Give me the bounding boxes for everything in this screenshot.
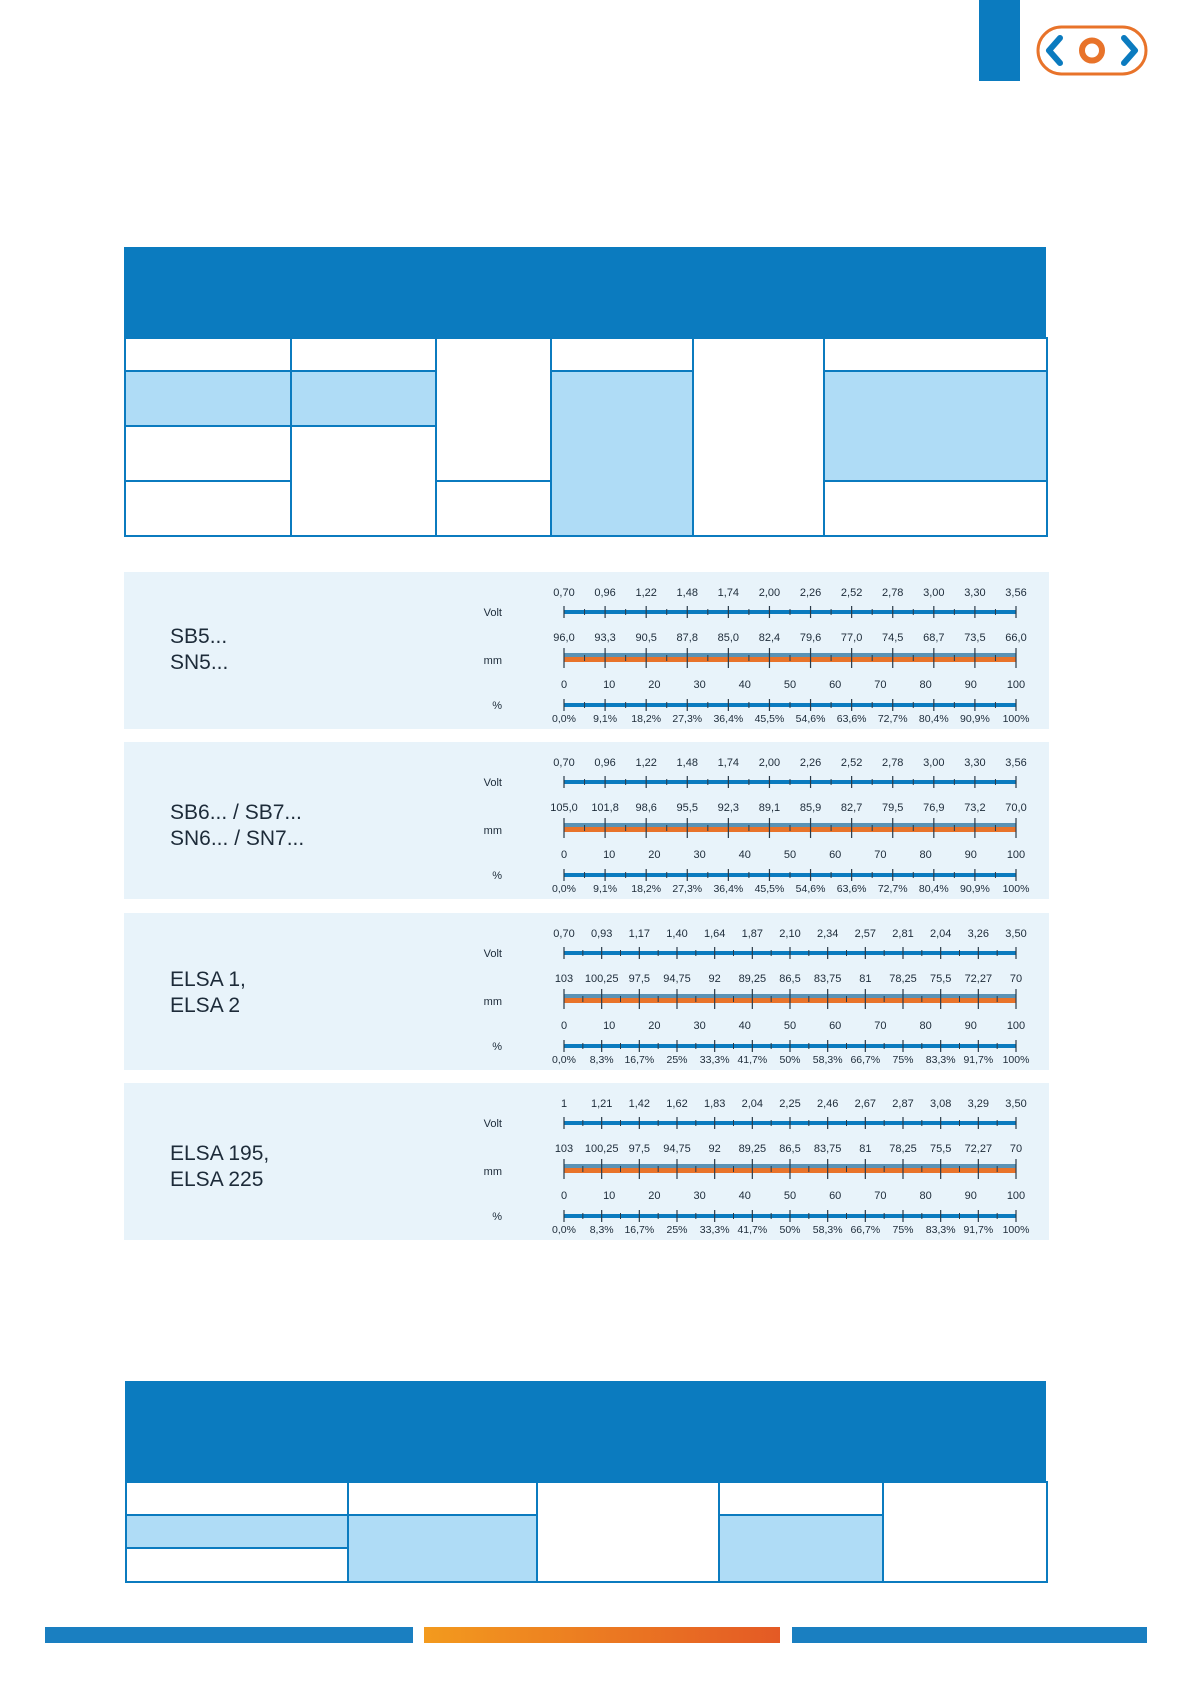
mm-tick-label: 81 (859, 1143, 872, 1155)
mm-tick-label: 105,0 (550, 802, 578, 814)
volt-row-label: Volt (483, 607, 502, 619)
percent-tick-label: 54,6% (795, 713, 826, 725)
scale-tick-label: 100 (1006, 1020, 1026, 1032)
mm-tick-label: 87,8 (676, 632, 698, 644)
panel-model-label: ELSA 195, ELSA 225 (170, 1142, 270, 1191)
table-cell (291, 338, 436, 371)
volt-tick-label: 1,22 (635, 587, 657, 599)
volt-tick-label: 2,52 (840, 587, 863, 599)
mm-row-label: mm (483, 825, 502, 837)
percent-tick-label: 16,7% (624, 1054, 655, 1066)
volt-tick-label: 2,26 (799, 587, 822, 599)
percent-tick-label: 100% (1002, 1054, 1030, 1066)
mm-tick-label: 70,0 (1005, 802, 1027, 814)
table-cell (125, 426, 291, 481)
volt-tick-label: 2,57 (854, 928, 877, 940)
mm-tick-label: 97,5 (628, 1143, 651, 1155)
percent-tick-label: 58,3% (812, 1224, 843, 1236)
volt-row-label: Volt (483, 1118, 502, 1130)
percent-tick-label: 83,3% (925, 1224, 956, 1236)
volt-tick-label: 3,29 (967, 1098, 990, 1110)
mm-tick-label: 75,5 (929, 973, 952, 985)
volt-tick-label: 3,26 (967, 928, 990, 940)
scale-chart (124, 742, 1049, 899)
table-cell (436, 338, 551, 481)
volt-tick-label: 1,87 (741, 928, 764, 940)
mm-tick-label: 77,0 (840, 632, 863, 644)
percent-row-label: % (492, 700, 502, 712)
percent-tick-label: 25% (666, 1054, 688, 1066)
mm-tick-label: 89,25 (738, 1143, 767, 1155)
scale-chart (124, 1083, 1049, 1240)
mm-row-label: mm (483, 996, 502, 1008)
volt-tick-label: 2,00 (758, 587, 781, 599)
table-cell (883, 1482, 1047, 1582)
mm-tick-label: 92 (708, 973, 721, 985)
volt-tick-label: 0,70 (553, 587, 575, 599)
percent-tick-label: 63,6% (836, 883, 867, 895)
percent-tick-label: 72,7% (877, 883, 908, 895)
volt-tick-label: 0,93 (590, 928, 613, 940)
mm-tick-label: 89,1 (758, 802, 781, 814)
scale-tick-label: 80 (919, 1020, 932, 1032)
volt-tick-label: 2,67 (854, 1098, 877, 1110)
scale-tick-label: 80 (919, 679, 932, 691)
volt-tick-label: 3,30 (964, 757, 986, 769)
volt-tick-label: 0,70 (553, 928, 575, 940)
mm-tick-label: 96,0 (553, 632, 575, 644)
percent-tick-label: 54,6% (795, 883, 826, 895)
mm-tick-label: 73,5 (964, 632, 986, 644)
scale-tick-label: 60 (829, 1190, 842, 1202)
mm-tick-label: 70 (1009, 973, 1023, 985)
volt-tick-label: 1,74 (717, 587, 740, 599)
percent-row-label: % (492, 870, 502, 882)
mm-tick-label: 72,27 (964, 973, 993, 985)
mm-tick-label: 100,25 (584, 973, 619, 985)
scale-tick-label: 60 (829, 849, 842, 861)
scale-tick-label: 50 (783, 679, 797, 691)
volt-tick-label: 1,17 (628, 928, 651, 940)
mm-tick-label: 85,9 (799, 802, 822, 814)
percent-row-label: % (492, 1211, 502, 1223)
mm-tick-label: 93,3 (594, 632, 616, 644)
scale-tick-label: 100 (1006, 849, 1026, 861)
mm-tick-label: 101,8 (591, 802, 619, 814)
percent-tick-label: 90,9% (960, 713, 990, 725)
percent-tick-label: 36,4% (713, 713, 744, 725)
mm-tick-label: 97,5 (628, 973, 651, 985)
volt-tick-label: 3,00 (923, 587, 945, 599)
volt-tick-label: 0,96 (594, 757, 616, 769)
volt-tick-label: 2,00 (758, 757, 781, 769)
scale-tick-label: 90 (964, 849, 977, 861)
volt-tick-label: 3,30 (964, 587, 986, 599)
volt-tick-label: 2,04 (929, 928, 952, 940)
percent-tick-label: 41,7% (737, 1054, 768, 1066)
percent-tick-label: 27,3% (672, 713, 703, 725)
mm-tick-label: 89,25 (738, 973, 767, 985)
percent-tick-label: 9,1% (593, 713, 618, 725)
percent-tick-label: 75% (892, 1224, 914, 1236)
volt-tick-label: 3,08 (929, 1098, 952, 1110)
company-logo (1036, 25, 1148, 76)
volt-tick-label: 2,10 (779, 928, 801, 940)
table-cell (719, 1482, 883, 1515)
percent-tick-label: 80,4% (918, 713, 949, 725)
scale-tick-label: 60 (829, 1020, 842, 1032)
mm-tick-label: 86,5 (779, 973, 801, 985)
volt-tick-label: 1,74 (717, 757, 740, 769)
volt-tick-label: 2,81 (892, 928, 914, 940)
scale-tick-label: 30 (693, 1020, 706, 1032)
scale-chart (124, 913, 1049, 1070)
volt-tick-label: 1 (560, 1098, 568, 1110)
percent-tick-label: 41,7% (737, 1224, 768, 1236)
volt-tick-label: 2,04 (741, 1098, 764, 1110)
table-cell-highlight (824, 371, 1047, 481)
scale-tick-label: 40 (738, 679, 751, 691)
scale-tick-label: 0 (560, 849, 568, 861)
percent-tick-label: 80,4% (918, 883, 949, 895)
table-2 (125, 1481, 1048, 1583)
percent-tick-label: 100% (1002, 713, 1030, 725)
mm-tick-label: 85,0 (717, 632, 740, 644)
volt-tick-label: 2,52 (840, 757, 863, 769)
table-cell (125, 481, 291, 536)
brand-color-block (979, 0, 1020, 81)
table-cell (348, 1482, 537, 1515)
volt-tick-label: 1,42 (628, 1098, 651, 1110)
scale-tick-label: 30 (693, 679, 706, 691)
scale-tick-label: 60 (829, 679, 842, 691)
table-cell-highlight (126, 1515, 348, 1548)
percent-tick-label: 91,7% (963, 1054, 994, 1066)
mm-tick-label: 100,25 (584, 1143, 619, 1155)
scale-tick-label: 80 (919, 1190, 932, 1202)
volt-tick-label: 3,56 (1005, 757, 1027, 769)
percent-tick-label: 72,7% (877, 713, 908, 725)
percent-tick-label: 58,3% (812, 1054, 843, 1066)
percent-tick-label: 33,3% (699, 1054, 730, 1066)
percent-tick-label: 0,0% (552, 713, 576, 725)
volt-tick-label: 3,50 (1005, 1098, 1027, 1110)
percent-tick-label: 100% (1002, 1224, 1030, 1236)
mm-tick-label: 82,7 (840, 802, 863, 814)
scale-tick-label: 0 (560, 1190, 568, 1202)
table-cell (824, 481, 1047, 536)
percent-tick-label: 50% (779, 1224, 801, 1236)
volt-tick-label: 1,48 (676, 757, 698, 769)
scale-tick-label: 70 (874, 849, 887, 861)
percent-tick-label: 50% (779, 1054, 801, 1066)
scale-tick-label: 10 (603, 1190, 616, 1202)
table-1 (124, 337, 1048, 537)
percent-tick-label: 0,0% (552, 883, 576, 895)
scale-tick-label: 20 (648, 1020, 661, 1032)
scale-tick-label: 90 (964, 1020, 977, 1032)
volt-row-label: Volt (483, 948, 502, 960)
scale-tick-label: 10 (603, 1020, 616, 1032)
panel-model-label: SB6... / SB7... SN6... / SN7... (170, 801, 305, 850)
table-cell-highlight (719, 1515, 883, 1582)
percent-tick-label: 45,5% (754, 883, 785, 895)
mm-tick-label: 103 (554, 1143, 574, 1155)
percent-tick-label: 25% (666, 1224, 688, 1236)
scale-panel-elsa-1-2 (124, 913, 1049, 1070)
percent-tick-label: 66,7% (850, 1054, 881, 1066)
mm-tick-label: 98,6 (635, 802, 657, 814)
scale-chart (124, 572, 1049, 729)
mm-tick-label: 82,4 (758, 632, 781, 644)
mm-row-label: mm (483, 655, 502, 667)
percent-tick-label: 0,0% (552, 1054, 576, 1066)
percent-tick-label: 91,7% (963, 1224, 994, 1236)
mm-tick-label: 70 (1009, 1143, 1023, 1155)
percent-row-label: % (492, 1041, 502, 1053)
volt-tick-label: 2,25 (779, 1098, 801, 1110)
mm-tick-label: 76,9 (923, 802, 945, 814)
scale-tick-label: 20 (648, 1190, 661, 1202)
mm-tick-label: 94,75 (663, 973, 691, 985)
volt-tick-label: 3,56 (1005, 587, 1027, 599)
table-cell (125, 338, 291, 371)
volt-tick-label: 1,48 (676, 587, 698, 599)
mm-tick-label: 66,0 (1005, 632, 1027, 644)
scale-tick-label: 20 (648, 679, 661, 691)
mm-tick-label: 83,75 (813, 973, 842, 985)
scale-panel-elsa-195-225 (124, 1083, 1049, 1240)
scale-panel-sb5 (124, 572, 1049, 729)
percent-tick-label: 9,1% (593, 883, 618, 895)
scale-tick-label: 50 (783, 849, 797, 861)
percent-tick-label: 27,3% (672, 883, 703, 895)
percent-tick-label: 33,3% (699, 1224, 730, 1236)
scale-tick-label: 30 (693, 849, 706, 861)
volt-tick-label: 2,46 (816, 1098, 839, 1110)
percent-tick-label: 90,9% (960, 883, 990, 895)
table-cell-highlight (348, 1515, 537, 1582)
mm-tick-label: 90,5 (635, 632, 657, 644)
mm-tick-label: 103 (554, 973, 574, 985)
table-cell-highlight (291, 371, 436, 426)
footer-stripe-blue-left (45, 1627, 413, 1643)
percent-tick-label: 0,0% (552, 1224, 576, 1236)
mm-tick-label: 75,5 (929, 1143, 952, 1155)
scale-tick-label: 10 (603, 679, 616, 691)
percent-tick-label: 75% (892, 1054, 914, 1066)
volt-tick-label: 2,78 (882, 587, 904, 599)
mm-tick-label: 72,27 (964, 1143, 993, 1155)
table-cell (537, 1482, 719, 1582)
mm-tick-label: 79,5 (882, 802, 904, 814)
volt-tick-label: 1,64 (703, 928, 726, 940)
mm-tick-label: 95,5 (676, 802, 698, 814)
scale-tick-label: 50 (783, 1020, 797, 1032)
table-cell-highlight (551, 371, 693, 536)
volt-tick-label: 1,62 (666, 1098, 688, 1110)
table-cell (693, 338, 824, 536)
scale-tick-label: 10 (603, 849, 616, 861)
volt-tick-label: 2,87 (892, 1098, 914, 1110)
table-cell (436, 481, 551, 536)
percent-tick-label: 83,3% (925, 1054, 956, 1066)
volt-tick-label: 2,26 (799, 757, 822, 769)
mm-tick-label: 79,6 (799, 632, 822, 644)
scale-tick-label: 100 (1006, 1190, 1026, 1202)
volt-tick-label: 1,40 (666, 928, 688, 940)
scale-tick-label: 80 (919, 849, 932, 861)
scale-tick-label: 20 (648, 849, 661, 861)
mm-tick-label: 78,25 (889, 1143, 917, 1155)
mm-tick-label: 86,5 (779, 1143, 801, 1155)
scale-tick-label: 90 (964, 679, 977, 691)
scale-tick-label: 70 (874, 1190, 887, 1202)
table-cell-highlight (125, 371, 291, 426)
volt-tick-label: 1,21 (590, 1098, 613, 1110)
mm-tick-label: 74,5 (882, 632, 904, 644)
table-cell (126, 1548, 348, 1582)
percent-tick-label: 18,2% (631, 713, 662, 725)
volt-tick-label: 2,34 (816, 928, 839, 940)
table-cell (824, 338, 1047, 371)
mm-row-label: mm (483, 1166, 502, 1178)
panel-model-label: SB5... SN5... (170, 625, 229, 674)
volt-tick-label: 0,96 (594, 587, 616, 599)
mm-tick-label: 68,7 (923, 632, 945, 644)
scale-tick-label: 50 (783, 1190, 797, 1202)
mm-tick-label: 81 (859, 973, 872, 985)
table-cell (126, 1482, 348, 1515)
footer-stripe-orange (424, 1627, 780, 1643)
scale-tick-label: 40 (738, 1190, 751, 1202)
volt-tick-label: 1,83 (703, 1098, 726, 1110)
scale-tick-label: 90 (964, 1190, 977, 1202)
volt-tick-label: 0,70 (553, 757, 575, 769)
scale-tick-label: 0 (560, 679, 568, 691)
percent-tick-label: 45,5% (754, 713, 785, 725)
mm-tick-label: 94,75 (663, 1143, 691, 1155)
mm-tick-label: 83,75 (813, 1143, 842, 1155)
mm-tick-label: 92 (708, 1143, 721, 1155)
volt-tick-label: 3,50 (1005, 928, 1027, 940)
mm-tick-label: 92,3 (717, 802, 740, 814)
table-2-header (125, 1381, 1046, 1482)
scale-tick-label: 40 (738, 849, 751, 861)
percent-tick-label: 63,6% (836, 713, 867, 725)
scale-tick-label: 70 (874, 1020, 887, 1032)
percent-tick-label: 8,3% (589, 1224, 614, 1236)
table-1-header (124, 247, 1046, 338)
volt-tick-label: 3,00 (923, 757, 945, 769)
percent-tick-label: 36,4% (713, 883, 744, 895)
scale-tick-label: 30 (693, 1190, 706, 1202)
scale-panel-sb6-sb7 (124, 742, 1049, 899)
volt-tick-label: 2,78 (882, 757, 904, 769)
panel-model-label: ELSA 1, ELSA 2 (170, 968, 246, 1017)
mm-tick-label: 73,2 (964, 802, 986, 814)
table-cell (291, 426, 436, 536)
scale-tick-label: 100 (1006, 679, 1026, 691)
mm-tick-label: 78,25 (889, 973, 917, 985)
percent-tick-label: 66,7% (850, 1224, 881, 1236)
percent-tick-label: 16,7% (624, 1224, 655, 1236)
table-cell (551, 338, 693, 371)
percent-tick-label: 100% (1002, 883, 1030, 895)
volt-row-label: Volt (483, 777, 502, 789)
footer-stripe-blue-right (792, 1627, 1147, 1643)
scale-tick-label: 0 (560, 1020, 568, 1032)
volt-tick-label: 1,22 (635, 757, 657, 769)
scale-tick-label: 70 (874, 679, 887, 691)
scale-tick-label: 40 (738, 1020, 751, 1032)
percent-tick-label: 8,3% (589, 1054, 614, 1066)
percent-tick-label: 18,2% (631, 883, 662, 895)
